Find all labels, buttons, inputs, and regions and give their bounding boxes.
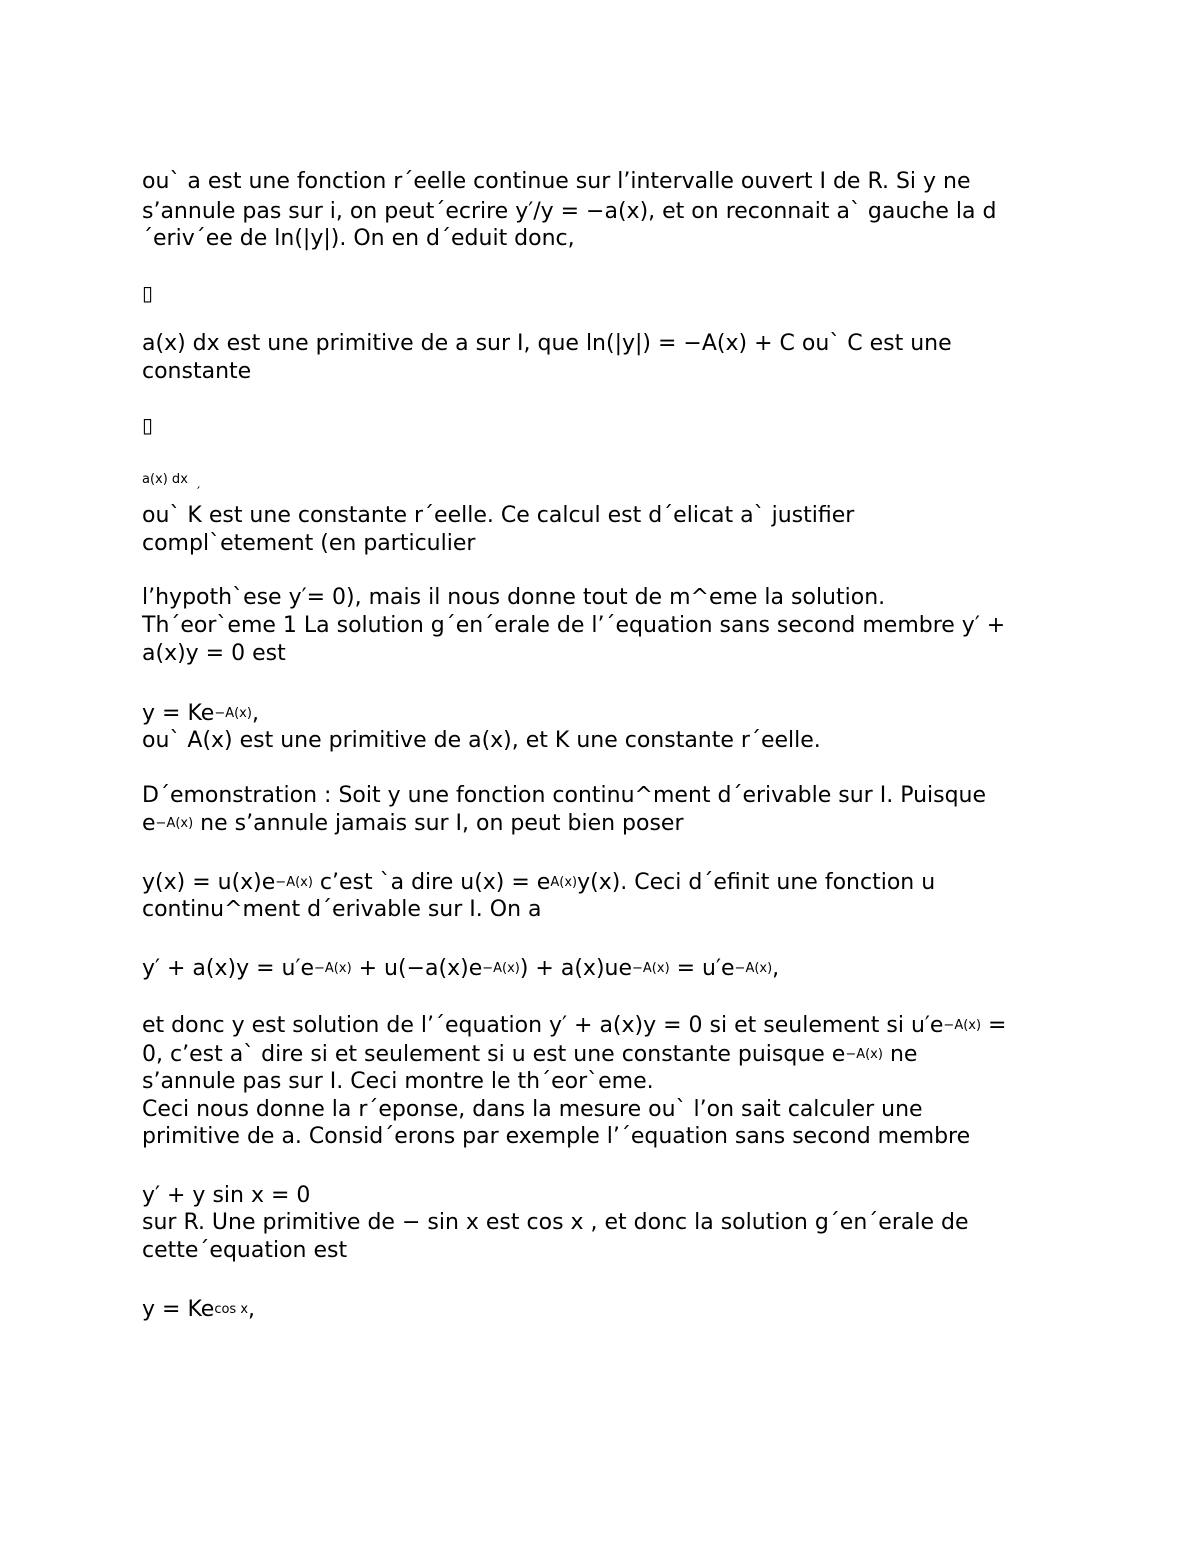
- formula-exponent: −A(x): [214, 706, 252, 722]
- concl-exponent: −A(x): [943, 1018, 982, 1034]
- def-part: c’est `a dire u(x) = e: [312, 870, 551, 895]
- concl-part: et donc y est solution de l’´equation y′ + a(x)y = 0 si et seulement si u′e: [142, 1013, 944, 1038]
- def-exponent: A(x): [550, 875, 578, 891]
- example-equation: y′ + y sin x = 0: [142, 1183, 311, 1208]
- deriv-part: ,: [772, 956, 780, 981]
- formula-base: y = Ke: [142, 1297, 215, 1322]
- formula-base: y = Ke: [142, 701, 215, 726]
- deriv-part: = u′e: [669, 956, 735, 981]
- small-formula-text: a(x) dx: [142, 472, 188, 487]
- demo-rest: ne s’annule jamais sur I, on peut bien poser: [193, 811, 684, 836]
- paragraph-line: ´eriv´ee de ln(|y|). On en d´eduit donc,: [142, 226, 575, 251]
- formula-trail: ,: [251, 701, 259, 726]
- formula-general-solution: [142, 700, 259, 728]
- conclusion-line: Ceci nous donne la r´eponse, dans la mesure ou` l’on sait calculer une: [142, 1097, 923, 1122]
- paragraph-line: a(x) dx est une primitive de a sur I, que ln(|y|) = −A(x) + C ou` C est une: [142, 331, 952, 356]
- example-line: sur R. Une primitive de − sin x est cos x , et donc la solution g´en´erale de: [142, 1210, 969, 1235]
- conclusion-line: primitive de a. Consid´erons par exemple l’´equation sans second membre: [142, 1124, 971, 1149]
- def-part: y(x). Ceci d´efinit une fonction u: [577, 870, 936, 895]
- paragraph-line: ou` K est une constante r´eelle. Ce calcul est d´elicat a` justifier: [142, 503, 855, 528]
- missing-glyph-icon: ▯: [142, 281, 154, 305]
- missing-glyph-icon: ▯: [142, 413, 154, 437]
- concl-part: ne: [882, 1042, 918, 1067]
- deriv-part: ) + a(x)ue: [519, 956, 633, 981]
- demo-exponent: −A(x): [155, 816, 194, 832]
- deriv-exponent: −A(x): [482, 961, 520, 977]
- conclusion-line: [142, 1041, 917, 1069]
- concl-exponent: −A(x): [845, 1047, 883, 1063]
- demonstration-line: D´emonstration : Soit y une fonction continu^ment d´erivable sur I. Puisque: [142, 783, 987, 808]
- small-formula-tick: ′: [197, 485, 201, 501]
- paragraph-line: ou` a est une fonction r´eelle continue sur l’intervalle ouvert I de R. Si y ne: [142, 169, 971, 194]
- definition-line: continu^ment d´erivable sur I. On a: [142, 897, 542, 922]
- concl-part: 0, c’est a` dire si et seulement si u est une constante puisque e: [142, 1042, 846, 1067]
- paragraph-line: l’hypoth`ese y′= 0), mais il nous donne tout de m^eme la solution.: [142, 585, 886, 610]
- example-line: cette´equation est: [142, 1238, 348, 1263]
- paragraph-line: s’annule pas sur i, on peut´ecrire y′/y = −a(x), et on reconnait a` gauche la d: [142, 199, 997, 224]
- def-exponent: −A(x): [275, 875, 313, 891]
- formula-example-solution: [142, 1296, 255, 1324]
- demo-base: e: [142, 811, 156, 836]
- conclusion-line: [142, 1012, 1006, 1040]
- concl-part: =: [981, 1013, 1007, 1038]
- deriv-part: y′ + a(x)y = u′e: [142, 956, 315, 981]
- formula-trail: ,: [248, 1297, 256, 1322]
- derivation-formula: [142, 955, 779, 983]
- conclusion-line: s’annule pas sur I. Ceci montre le th´eor`eme.: [142, 1069, 654, 1094]
- deriv-part: + u(−a(x)e: [351, 956, 483, 981]
- def-part: y(x) = u(x)e: [142, 870, 276, 895]
- deriv-exponent: −A(x): [632, 961, 670, 977]
- deriv-exponent: −A(x): [734, 961, 773, 977]
- definition-line: [142, 869, 935, 897]
- demonstration-line: [142, 810, 684, 838]
- deriv-exponent: −A(x): [314, 961, 352, 977]
- theorem-line: Th´eor`eme 1 La solution g´en´erale de l’´equation sans second membre y′ +: [142, 613, 1006, 638]
- paragraph-line: constante: [142, 359, 252, 384]
- theorem-line: a(x)y = 0 est: [142, 641, 286, 666]
- paragraph-line: ou` A(x) est une primitive de a(x), et K une constante r´eelle.: [142, 728, 821, 753]
- paragraph-line: compl`etement (en particulier: [142, 531, 476, 556]
- formula-exponent: cos x: [214, 1302, 249, 1318]
